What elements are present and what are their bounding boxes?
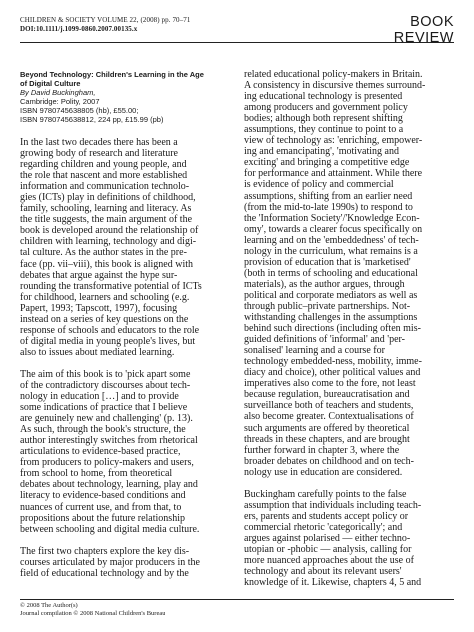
book-title-line: Beyond Technology: Children's Learning in the Age	[20, 70, 204, 79]
text-line: for performance and attainment. While there	[244, 168, 423, 180]
text-line: such arguments are offered by theoretical	[244, 422, 410, 434]
text-line: nology in the curriculum, what remains is a	[244, 245, 418, 257]
text-line: regarding children and young people, and	[20, 159, 187, 171]
text-line: the role that nascent and more established	[20, 170, 188, 182]
text-line: articulations to evidence-based practice,	[20, 446, 181, 458]
text-line: from school to home, from theoretical	[20, 468, 173, 480]
text-line: assumptions, they continue to point to a	[244, 124, 404, 136]
text-line: from producers to policy-makers and users,	[20, 457, 194, 469]
text-line: ing educational technology is presented	[244, 91, 403, 103]
text-line: information and communication technolo-	[20, 181, 190, 193]
text-line: technology embedded-ness, mobility, imme-	[244, 356, 422, 368]
text-line: argues against polarised — either techno-	[244, 532, 411, 544]
text-line: commercial rhetoric 'categorically'; and	[244, 521, 403, 533]
text-line: field of educational technology and by the	[20, 567, 189, 579]
text-line: face (pp. vii–viii), this book is aligned with	[20, 258, 194, 270]
text-line: debates about technology, learning, play and	[20, 479, 198, 491]
text-line: some indications of practice that I believe	[20, 402, 188, 414]
book-citation	[20, 70, 235, 124]
isbn-paperback: ISBN 9780745638812, 224 pp, £15.99 (pb)	[20, 115, 164, 124]
paragraph	[20, 546, 230, 579]
text-line: literacy to evidence-based conditions and	[20, 490, 186, 502]
text-line: utopian or -phobic — analysis, calling for	[244, 543, 412, 555]
text-line: book is developed around the relationship of	[20, 225, 199, 237]
text-line: author interestingly switches from rhetorical	[20, 435, 198, 447]
text-line: courses articulated by major producers in the	[20, 556, 200, 568]
text-line: behind such directions (including often mis-	[244, 323, 421, 335]
text-line: technology and about its relevant users'	[244, 566, 402, 578]
text-line: broader debates on childhood and on tech-	[244, 455, 414, 467]
text-line: among producers and government policy	[244, 102, 408, 114]
right-column	[244, 69, 454, 588]
text-line: omy', towards a clearer focus specifically on	[244, 223, 423, 235]
text-line: The aim of this book is to 'pick apart some	[20, 368, 191, 380]
doi-line: DOI:10.1111/j.1099-0860.2007.00135.x	[20, 25, 138, 33]
text-line: rounding the transformative potential of ICTs	[20, 280, 202, 292]
text-line: children with learning, technology and digi-	[20, 236, 197, 248]
text-line: the title suggests, the main argument of the	[20, 214, 193, 226]
text-line: more nuanced approaches about the use of	[244, 555, 414, 567]
text-line: of digital media in young people's lives, but	[20, 335, 196, 347]
journal-line: CHILDREN & SOCIETY VOLUME 22, (2008) pp. 70–71	[20, 16, 191, 24]
text-line: gies (ICTs) play in definitions of childhood,	[20, 192, 196, 204]
book-publisher: Cambridge: Polity, 2007	[20, 97, 100, 106]
text-line: guided definitions of 'informal' and 'per-	[244, 334, 405, 346]
text-line: A consistency in discursive themes surround-	[244, 80, 426, 92]
journal-header	[20, 16, 190, 34]
left-column	[20, 137, 230, 579]
text-line: imperatives also come to the fore, not least	[244, 378, 416, 390]
paragraph	[20, 137, 230, 358]
text-line: As such, through the book's structure, the	[20, 424, 186, 436]
text-line: debates that argue against the hype sur-	[20, 269, 178, 281]
text-line: The first two chapters explore the key dis-	[20, 545, 190, 557]
text-line: ers, parents and students accept policy or	[244, 510, 409, 522]
text-line: provision of education that is 'marketised'	[244, 256, 411, 268]
copyright-line: © 2008 The Author(s)	[20, 602, 78, 609]
text-line: also become greater. Contextualisations of	[244, 411, 414, 423]
text-line: related educational policy-makers in Britain.	[244, 69, 423, 80]
text-line: tal culture. As the author states in the pre-	[20, 247, 187, 259]
text-line: family, schooling, learning and literacy. As	[20, 203, 192, 215]
text-line: knowledge of it. Likewise, chapters 4, 5 and	[244, 577, 422, 589]
text-line: further forward in chapter 3, where the	[244, 444, 400, 456]
paragraph	[20, 369, 230, 535]
text-line: propositions about the future relationship	[20, 512, 185, 524]
text-line: Buckingham carefully points to the false	[244, 488, 407, 500]
text-line: Papert, 1993; Tapscott, 1997), focusing	[20, 302, 178, 314]
text-line: response of schools and educators to the role	[20, 324, 200, 336]
text-line: (from the mid-to-late 1990s) to respond to	[244, 201, 413, 213]
book-title-line: of Digital Culture	[20, 79, 81, 88]
text-line: for childhood, learners and schooling (e.g.	[20, 291, 190, 303]
journal-compilation-line: Journal compilation © 2008 National Children's Bureau	[20, 610, 166, 617]
header-divider	[20, 42, 454, 43]
text-line: nuances of current use, and from that, to	[20, 501, 182, 513]
paragraph	[244, 69, 454, 478]
text-line: nology use in education are considered.	[244, 466, 403, 478]
text-line: also to issues about mediated learning.	[20, 346, 175, 358]
text-line: threads in these chapters, and are brought	[244, 433, 410, 445]
text-line: sonalised' learning and a course for	[244, 345, 385, 357]
text-line: view of technology as: 'enriching, empower-	[244, 135, 423, 147]
text-line: materials), as the author argues, through	[244, 278, 405, 290]
text-line: of the contradictory discourses about tech-	[20, 379, 191, 391]
text-line: because regulation, bureaucratisation and	[244, 389, 410, 401]
page-footer	[20, 602, 165, 618]
text-line: withstanding challenges in the assumptions	[244, 312, 418, 324]
text-line: nology in education […] and to provide	[20, 391, 179, 403]
paragraph	[244, 489, 454, 588]
text-line: In the last two decades there has been a	[20, 137, 178, 148]
text-line: are genuinely new and challenging' (p. 13).	[20, 413, 193, 425]
footer-divider	[20, 599, 454, 600]
text-line: instead on a series of key questions on the	[20, 313, 189, 325]
text-line: bodies; although both represent shifting	[244, 113, 403, 125]
text-line: surveillance both of teachers and students,	[244, 400, 414, 412]
book-author: By David Buckingham,	[20, 88, 96, 97]
text-line: ing and emancipating', 'motivating and	[244, 146, 399, 158]
isbn-hardback: ISBN 9780745638805 (hb), £55.00;	[20, 106, 139, 115]
text-line: assumptions, shifting from an earlier need	[244, 190, 413, 202]
text-line: diacy and choice), other political values and	[244, 367, 421, 379]
text-line: the 'Information Society'/'Knowledge Econ-	[244, 212, 420, 224]
text-line: assumption that individuals including teach-	[244, 499, 422, 511]
text-line: is evidence of policy and commercial	[244, 179, 394, 191]
text-line: growing body of research and literature	[20, 148, 178, 160]
text-line: through public–private partnerships. Not-	[244, 300, 411, 312]
text-line: learning and on the 'embeddedness' of tech-	[244, 234, 419, 246]
text-line: political and corporate mediators as well as	[244, 289, 418, 301]
section-label: BOOK REVIEW	[393, 14, 454, 46]
text-line: between schooling and digital media culture.	[20, 523, 200, 535]
text-line: exciting' and bringing a competitive edge	[244, 157, 410, 169]
text-line: (both in terms of schooling and educational	[244, 267, 418, 279]
